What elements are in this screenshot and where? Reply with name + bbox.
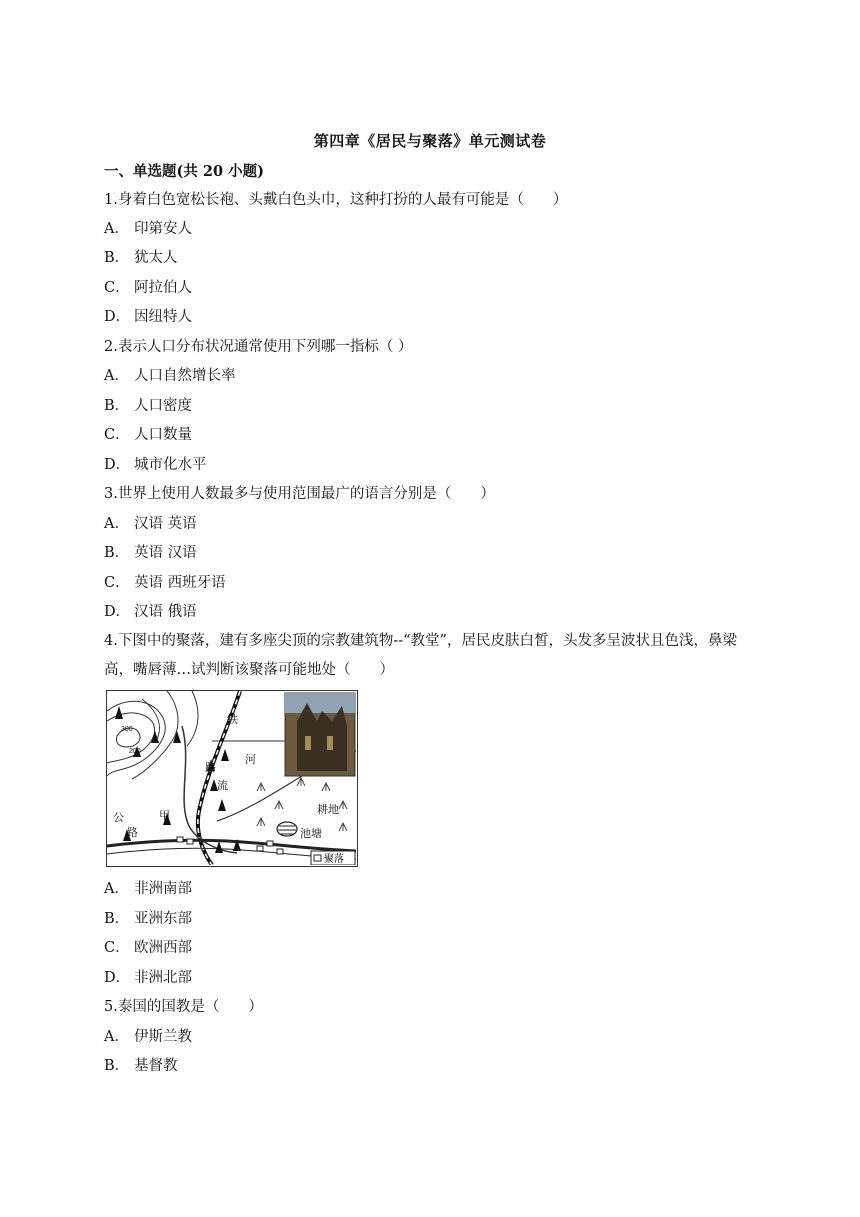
pond [277, 822, 297, 836]
question-3-option-d: D． 汉语 俄语 [104, 604, 197, 620]
question-5-option-a: A． 伊斯兰教 [104, 1029, 192, 1045]
label-village: 甲 [159, 810, 170, 822]
question-4-stem: 4.下图中的聚落，建有多座尖顶的宗教建筑物--“教堂”，居民皮肤白皙，头发多呈波状且色浅，鼻梁高，嘴唇薄…试判断该聚落可能地处（ ） [104, 633, 737, 678]
question-3-option-c: C． 英语 西班牙语 [104, 575, 226, 591]
question-1-option-d: D． 因纽特人 [104, 309, 192, 325]
river [182, 726, 237, 853]
question-3-option-a: A． 汉语 英语 [104, 516, 197, 532]
question-1-option-c: C． 阿拉伯人 [104, 280, 192, 296]
question-4-option-d: D． 非洲北部 [104, 970, 192, 986]
question-5-stem: 5.泰国的国教是（ ） [104, 999, 263, 1015]
settlement-map-svg [107, 691, 356, 865]
question-2-option-b: B． 人口密度 [104, 398, 192, 414]
label-contour-2: 200 [129, 748, 141, 755]
settlement-map-figure [106, 690, 358, 867]
question-3-stem: 3.世界上使用人数最多与使用范围最广的语言分别是（ ） [104, 486, 495, 502]
question-5-option-b: B． 基督教 [104, 1058, 178, 1074]
question-1-option-a: A． 印第安人 [104, 221, 192, 237]
label-farmland: 耕地 [317, 804, 339, 816]
question-4-option-a: A． 非洲南部 [104, 881, 192, 897]
question-2-option-c: C． 人口数量 [104, 427, 192, 443]
page-title: 第四章《居民与聚落》单元测试卷 [313, 132, 547, 150]
label-rail-2: 路 [205, 762, 216, 774]
legend-label: 聚落 [324, 854, 344, 865]
question-2-stem: 2.表示人口分布状况通常使用下列哪一指标（ ） [104, 339, 413, 355]
label-river-1: 河 [245, 754, 256, 766]
section-heading: 一、单选题(共 20 小题) [104, 163, 264, 180]
map-legend [311, 851, 355, 865]
question-2-option-a: A． 人口自然增长率 [104, 368, 236, 384]
question-2-option-d: D． 城市化水平 [104, 457, 207, 473]
question-4-option-b: B． 亚洲东部 [104, 911, 192, 927]
label-river-2: 流 [217, 780, 228, 792]
label-rail-1: 铁 [227, 714, 238, 726]
question-1-stem: 1.身着白色宽松长袍、头戴白色头巾，这种打扮的人最有可能是（ ） [104, 192, 568, 208]
label-road-2: 路 [127, 827, 138, 839]
church-photo [285, 693, 355, 776]
question-3-option-b: B． 英语 汉语 [104, 545, 197, 561]
label-road-1: 公 [113, 812, 124, 824]
question-1-option-b: B． 犹太人 [104, 250, 178, 266]
label-pond: 池塘 [300, 828, 322, 840]
label-contour-1: 300 [121, 726, 133, 733]
question-4-option-c: C． 欧洲西部 [104, 940, 192, 956]
